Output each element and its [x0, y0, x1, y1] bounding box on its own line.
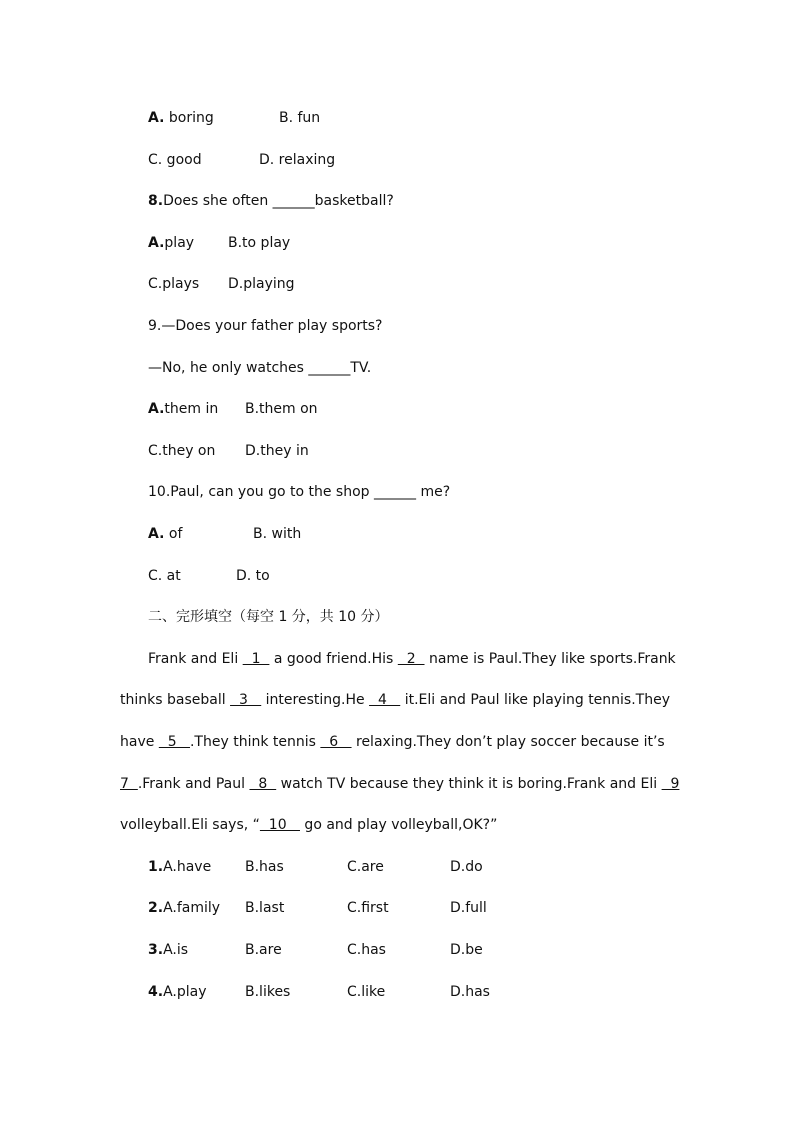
q8-option-d: D.playing	[228, 276, 295, 292]
blank-6: 6	[320, 734, 352, 750]
cloze-q3-option-a: 3.A.is	[148, 942, 189, 958]
section-heading: 二、完形填空（每空 1 分，共 10 分）	[148, 609, 389, 625]
passage-line: volleyball.Eli says, “ 10 go and play volleyball,OK?”	[120, 817, 498, 833]
blank-5: 5	[158, 734, 190, 750]
q10-option-d: D. to	[236, 568, 270, 584]
q7-option-a: A. boring	[148, 110, 214, 126]
cloze-q2-option-b: B.last	[245, 900, 285, 916]
cloze-q3-option-d: D.be	[450, 942, 483, 958]
passage-line: 7 .Frank and Paul 8 watch TV because they think it is boring.Frank and Eli 9	[120, 776, 680, 792]
q8-stem: 8.Does she often ______basketball?	[148, 193, 394, 209]
passage-line: have 5 .They think tennis 6 relaxing.They don’t play soccer because it’s	[120, 734, 665, 750]
q9-option-c: C.they on	[148, 443, 216, 459]
q8-option-b: B.to play	[228, 235, 291, 251]
q7-option-b: B. fun	[279, 110, 321, 126]
cloze-q1-option-a: 1.A.have	[148, 859, 212, 875]
cloze-q4-option-a: 4.A.play	[148, 984, 207, 1000]
cloze-q1-option-b: B.has	[245, 859, 284, 875]
q9-option-a: A.them in	[148, 401, 219, 417]
cloze-q2-option-a: 2.A.family	[148, 900, 221, 916]
blank-2: 2	[397, 651, 425, 667]
q10-option-a: A. of	[148, 526, 183, 542]
passage-line: thinks baseball 3 interesting.He 4 it.Eli and Paul like playing tennis.They	[120, 692, 670, 708]
blank-10: 10	[259, 817, 300, 833]
q8-option-a: A.play	[148, 235, 195, 251]
cloze-q3-option-c: C.has	[347, 942, 386, 958]
cloze-q2-option-c: C.first	[347, 900, 389, 916]
blank-9: 9	[661, 776, 680, 792]
cloze-q4-option-d: D.has	[450, 984, 490, 1000]
q9-option-b: B.them on	[245, 401, 318, 417]
q7-option-d: D. relaxing	[259, 152, 336, 168]
q10-option-b: B. with	[253, 526, 302, 542]
blank-4: 4	[369, 692, 401, 708]
passage-line: Frank and Eli 1 a good friend.His 2 name is Paul.They like sports.Frank	[148, 651, 676, 667]
q7-option-c: C. good	[148, 152, 202, 168]
q9-stem-answer: —No, he only watches ______TV.	[148, 360, 372, 376]
cloze-q1-option-d: D.do	[450, 859, 483, 875]
cloze-q2-option-d: D.full	[450, 900, 487, 916]
cloze-q3-option-b: B.are	[245, 942, 282, 958]
q9-option-d: D.they in	[245, 443, 309, 459]
cloze-q4-option-b: B.likes	[245, 984, 291, 1000]
blank-3: 3	[230, 692, 262, 708]
q10-stem: 10.Paul, can you go to the shop ______ me?	[148, 484, 451, 500]
q10-option-c: C. at	[148, 568, 181, 584]
cloze-q4-option-c: C.like	[347, 984, 386, 1000]
blank-8: 8	[249, 776, 277, 792]
q9-stem-question: 9.—Does your father play sports?	[148, 318, 383, 334]
blank-7: 7	[120, 776, 138, 792]
blank-1: 1	[242, 651, 270, 667]
cloze-q1-option-c: C.are	[347, 859, 384, 875]
q8-option-c: C.plays	[148, 276, 200, 292]
